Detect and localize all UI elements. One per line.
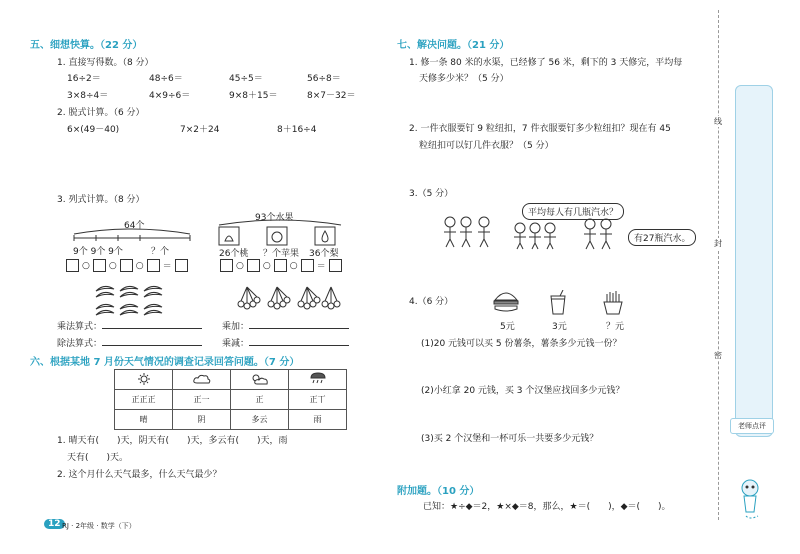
teacher-comment-panel bbox=[735, 85, 773, 437]
answer-box-row: ○ ○ ○ ＝ bbox=[66, 259, 188, 272]
section-5-title: 五、细想快算。（22 分） bbox=[30, 40, 143, 51]
calc-item: 7×2＋24 bbox=[180, 125, 220, 135]
tally-cell: 正正正 bbox=[115, 390, 173, 410]
footer-text: RJ · 2年级 · 数学（下） bbox=[62, 522, 136, 530]
weather-cell: 阴 bbox=[173, 410, 231, 430]
diagram2-top: 93个水果 bbox=[255, 213, 294, 223]
weather-table bbox=[114, 369, 347, 430]
diagram2-label: 26个桃 bbox=[219, 249, 249, 259]
sec7-q2: 2. 一件衣服要钉 9 粒纽扣，7 件衣服要钉多少粒纽扣？现在有 45 bbox=[409, 124, 671, 134]
weather-cell: 晴 bbox=[115, 410, 173, 430]
add-formula-label: 乘加： bbox=[222, 318, 349, 332]
diagram2-label: ？个苹果 bbox=[263, 249, 300, 259]
sun-icon bbox=[115, 370, 173, 390]
cherry-icon bbox=[235, 283, 345, 313]
calc-item: 9×8＋15＝ bbox=[229, 91, 278, 101]
extra-title: 附加题。（10 分） bbox=[397, 486, 480, 497]
sec7-q4-sub2: (2)小红拿 20 元钱，买 3 个汉堡应找回多少元钱？ bbox=[421, 386, 625, 396]
calc-item: 45÷5＝ bbox=[229, 74, 263, 84]
sec7-q2-cont: 粒纽扣可以钉几件衣服？（5 分） bbox=[419, 141, 554, 151]
tally-cell: 正 bbox=[231, 390, 289, 410]
calc-item: 16÷2＝ bbox=[67, 74, 101, 84]
sec7-q4-sub1: (1)20 元钱可以买 5 份薯条，薯条多少元钱一份？ bbox=[421, 339, 622, 349]
diagram1-unknown: ？个 bbox=[151, 247, 170, 257]
tally-cell: 正一 bbox=[173, 390, 231, 410]
banana-icon bbox=[92, 281, 167, 317]
seal-char: 线 bbox=[714, 117, 722, 126]
calc-item: 8＋16÷4 bbox=[277, 125, 317, 135]
answer-box-row: ○ ○ ○ ＝ bbox=[220, 259, 342, 272]
sec7-q4-label: 4.（6 分） bbox=[409, 297, 454, 307]
calc-item: 6×(49－40) bbox=[67, 125, 120, 135]
sec7-q1-cont: 天修多少米？（5 分） bbox=[419, 74, 509, 84]
sub-formula-label: 乘减： bbox=[222, 335, 349, 349]
extra-question: 已知：★÷◆＝2，★×◆＝8，那么，★＝( )，◆＝( )。 bbox=[423, 502, 671, 512]
diagram1-parts: 9个 9个 9个 bbox=[73, 247, 123, 257]
cloud-icon bbox=[173, 370, 231, 390]
rain-icon bbox=[289, 370, 347, 390]
diagram2-label: 36个梨 bbox=[309, 249, 339, 259]
weather-cell: 雨 bbox=[289, 410, 347, 430]
diagram1-total: 64个 bbox=[124, 221, 145, 231]
partly-cloudy-icon bbox=[231, 370, 289, 390]
price-label: 5元 bbox=[500, 322, 515, 332]
fries-icon bbox=[601, 290, 625, 316]
hamburger-icon bbox=[493, 290, 519, 312]
tally-cell: 正丅 bbox=[289, 390, 347, 410]
calc-item: 4×9÷6＝ bbox=[149, 91, 191, 101]
mascot-icon bbox=[736, 478, 764, 520]
sec6-q1: 1. 晴天有( )天，阴天有( )天，多云有( )天，雨 bbox=[57, 436, 288, 446]
seal-char: 密 bbox=[714, 351, 722, 360]
q2-label: 2. 脱式计算。（6 分） bbox=[57, 108, 145, 118]
calc-item: 8×7－32＝ bbox=[307, 91, 356, 101]
q3-label: 3. 列式计算。（8 分） bbox=[57, 195, 145, 205]
cola-cup-icon bbox=[548, 290, 568, 316]
section-6-title: 六、根据某地 7 月份天气情况的调查记录回答问题。（7 分） bbox=[30, 357, 300, 368]
weather-cell: 多云 bbox=[231, 410, 289, 430]
page-number: 12 bbox=[44, 519, 65, 529]
q1-label: 1. 直接写得数。（8 分） bbox=[57, 58, 154, 68]
teacher-comment-tag: 老师点评 bbox=[730, 418, 774, 434]
div-formula-label: 除法算式： bbox=[57, 335, 202, 349]
sec7-q1: 1. 修一条 80 米的水渠，已经修了 56 米，剩下的 3 天修完，平均每 bbox=[409, 58, 683, 68]
calc-item: 48÷6＝ bbox=[149, 74, 183, 84]
calc-item: 3×8÷4＝ bbox=[67, 91, 109, 101]
cut-line bbox=[718, 10, 719, 520]
sec7-q4-sub3: (3)买 2 个汉堡和一杯可乐一共要多少元钱？ bbox=[421, 434, 599, 444]
seal-char: 封 bbox=[714, 239, 722, 248]
speech-bubble: 有27瓶汽水。 bbox=[628, 229, 696, 246]
speech-bubble: 平均每人有几瓶汽水？ bbox=[522, 203, 624, 220]
price-label: 3元 bbox=[552, 322, 567, 332]
price-label: ？元 bbox=[606, 322, 625, 332]
mul-formula-label: 乘法算式： bbox=[57, 318, 202, 332]
sec7-q3-label: 3.（5 分） bbox=[409, 189, 454, 199]
calc-item: 56÷8＝ bbox=[307, 74, 341, 84]
sec6-q2: 2. 这个月什么天气最多，什么天气最少？ bbox=[57, 470, 222, 480]
children-illustration bbox=[440, 214, 625, 252]
fruit-box-diagram bbox=[215, 219, 345, 247]
section-7-title: 七、解决问题。（21 分） bbox=[397, 40, 510, 51]
sec6-q1-cont: 天有( )天。 bbox=[67, 453, 129, 463]
